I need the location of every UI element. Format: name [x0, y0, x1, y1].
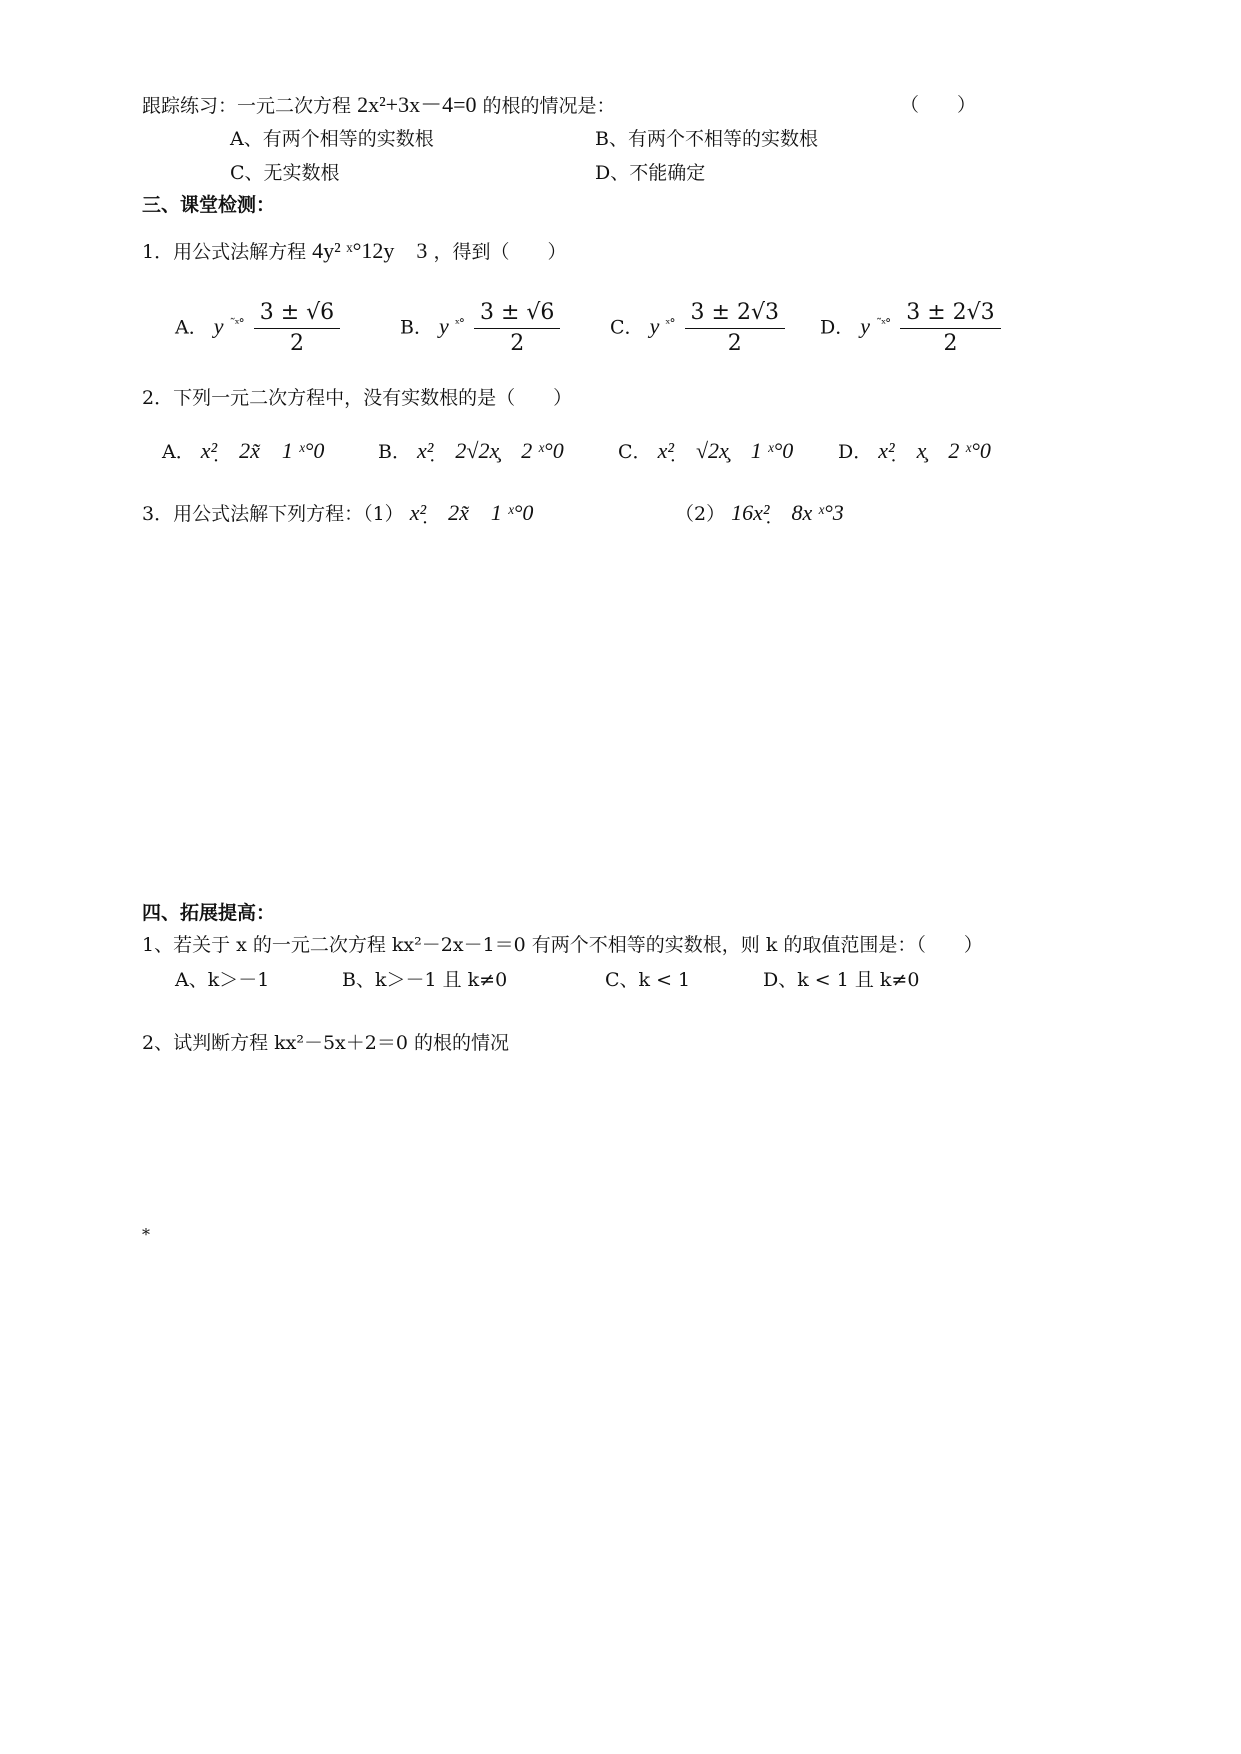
- equals-symbol: ˜ˣ°: [876, 316, 891, 331]
- section3-heading: 三、课堂检测：: [142, 194, 276, 216]
- option-label: A．: [162, 441, 195, 463]
- s3-q2-option-b: [378, 438, 564, 465]
- s3-question-3: [142, 500, 533, 527]
- option-label: C．: [610, 316, 644, 339]
- tracking-prefix: 跟踪练习：一元二次方程: [142, 95, 352, 117]
- equals-symbol: ˣ°: [665, 316, 675, 331]
- tracking-question: [142, 92, 616, 119]
- s4-q1-option-d: D、k < 1 且 k≠0: [763, 969, 920, 991]
- section4-heading: 四、拓展提高：: [142, 902, 276, 924]
- s3-q3-text: 3．用公式法解下列方程：（1）: [142, 503, 404, 525]
- fraction-denominator: 2: [943, 331, 958, 356]
- s4-question-2: 2、试判断方程 kx²－5x＋2＝0 的根的情况: [142, 1032, 509, 1054]
- s3-q1-equation: 4y² ˣ°12y 3: [312, 238, 428, 263]
- s4-question-1: 1、若关于 x 的一元二次方程 kx²－2x－1＝0 有两个不相等的实数根，则 k 的取值范围是：（ ）: [142, 934, 983, 956]
- option-label: D．: [820, 316, 855, 339]
- option-label: A．: [175, 316, 208, 339]
- s3-question-3-part-2: [675, 500, 844, 527]
- equals-symbol: ˣ°: [454, 316, 464, 331]
- option-label: B．: [378, 441, 411, 463]
- s3-q2-option-d: [838, 438, 991, 465]
- option-label: D．: [838, 441, 873, 463]
- s3-question-2: 2．下列一元二次方程中，没有实数根的是（ ）: [142, 387, 573, 409]
- option-lhs: y: [649, 313, 660, 339]
- fraction: [685, 300, 785, 357]
- s3-q2-option-c: [618, 438, 793, 465]
- option-expression: x²̣ 2√2x̧ 2 ˣ°0: [417, 438, 564, 463]
- option-expression: x²̣ √2x̧ 1 ˣ°0: [657, 438, 794, 463]
- s3-q1-option-b: [400, 300, 560, 357]
- fraction-numerator: 3 ± √6: [254, 300, 340, 329]
- tracking-option-b: B、有两个不相等的实数根: [595, 128, 818, 150]
- s3-question-1: [142, 238, 566, 265]
- s4-q1-option-a: A、k＞－1: [175, 969, 270, 991]
- option-expression: x²̣ x̧ 2 ˣ°0: [878, 438, 991, 463]
- option-label: C．: [618, 441, 652, 463]
- tracking-option-c: C、无实数根: [230, 162, 340, 184]
- tracking-answer-paren: （ ）: [900, 94, 977, 116]
- s3-q3-part2-label: （2）: [675, 503, 726, 525]
- s3-q3-equation-2: 16x²̣ 8x ˣ°3: [731, 500, 844, 525]
- s4-q1-option-b: B、k＞－1 且 k≠0: [342, 969, 508, 991]
- tracking-option-d: D、不能确定: [595, 162, 706, 184]
- option-lhs: y: [439, 313, 449, 339]
- option-lhs: y: [860, 313, 871, 339]
- tracking-option-a: A、有两个相等的实数根: [230, 128, 434, 150]
- footer-mark: *: [142, 1225, 150, 1244]
- s3-q3-equation-1: x²̣ 2x̃ 1 ˣ°0: [409, 500, 534, 525]
- s3-q2-option-a: [162, 438, 324, 465]
- fraction-numerator: 3 ± 2√3: [685, 300, 785, 329]
- s3-q1-tail: ，得到（ ）: [433, 241, 567, 263]
- fraction-denominator: 2: [289, 331, 304, 356]
- option-lhs: y: [213, 313, 224, 339]
- tracking-equation: 2x²+3x－4=0: [357, 92, 477, 117]
- s3-q1-option-d: [820, 300, 1001, 357]
- fraction-denominator: 2: [510, 331, 525, 356]
- tracking-suffix: 的根的情况是：: [482, 95, 616, 117]
- equals-symbol: ˜ˣ°: [229, 316, 244, 331]
- fraction-numerator: 3 ± 2√3: [900, 300, 1000, 329]
- s3-q1-text: 1．用公式法解方程: [142, 241, 307, 263]
- fraction-numerator: 3 ± √6: [474, 300, 560, 329]
- option-expression: x²̣ 2x̃ 1 ˣ°0: [200, 438, 325, 463]
- option-label: B．: [400, 316, 433, 339]
- s3-q1-option-c: [610, 300, 785, 357]
- fraction: [900, 300, 1000, 357]
- fraction: [474, 300, 560, 357]
- s4-q1-option-c: C、k < 1: [605, 969, 691, 991]
- fraction-denominator: 2: [727, 331, 742, 356]
- s3-q1-option-a: [175, 300, 340, 357]
- fraction: [254, 300, 340, 357]
